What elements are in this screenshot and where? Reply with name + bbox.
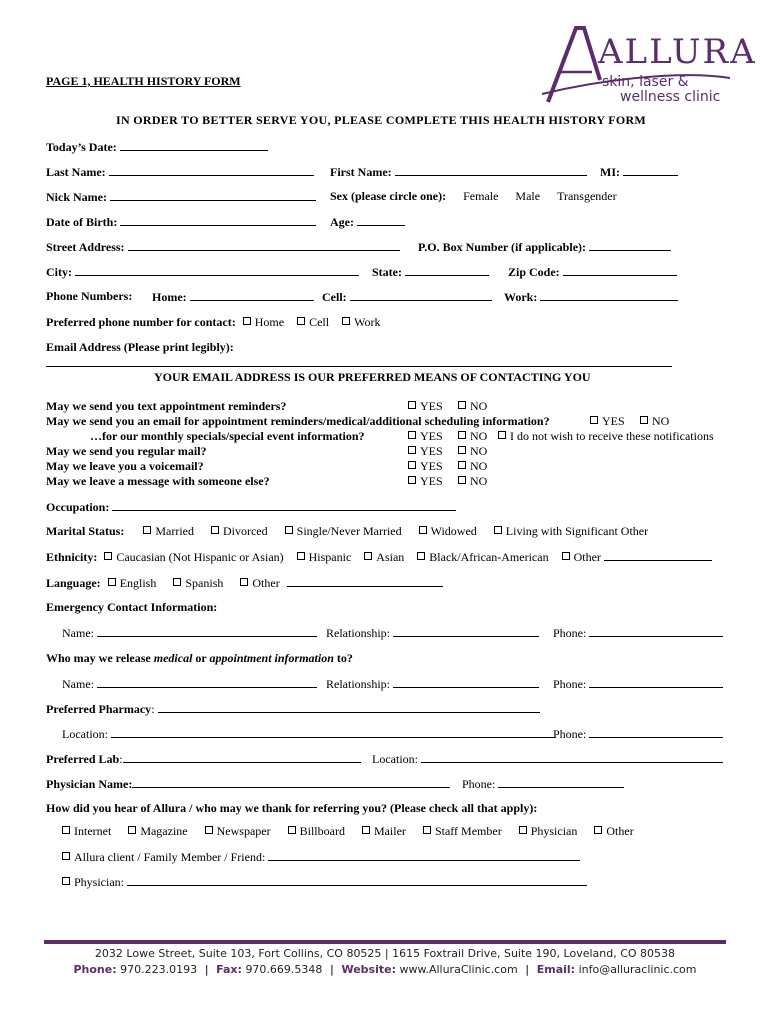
sex-field [330, 189, 617, 204]
ethnicity-other-option[interactable] [562, 550, 601, 564]
zip-field [508, 264, 677, 280]
work-phone-label: Work: [504, 290, 538, 304]
footer-separator: | [204, 963, 209, 976]
physician-phone-label: Phone: [462, 777, 496, 791]
todays-date-field [46, 139, 268, 155]
pharmacy-phone-label: Phone: [553, 727, 587, 741]
pharmacy-phone-field [553, 726, 723, 742]
email-label: Email Address (Please print legibly): [46, 340, 234, 354]
option-label: Internet [74, 824, 112, 838]
allura-logo [540, 22, 757, 112]
emergency-phone-label: Phone: [553, 626, 587, 640]
checkbox-icon [297, 317, 305, 325]
street-field [46, 239, 400, 255]
first-name-input[interactable] [395, 164, 587, 176]
referral-client-input[interactable] [268, 849, 580, 861]
option-label: Single/Never Married [296, 524, 402, 538]
footer-fax: 970.669.5348 [245, 963, 323, 976]
ethnicity-option[interactable] [104, 550, 283, 564]
work-phone-field [504, 289, 678, 305]
checkbox-icon [240, 578, 248, 586]
age-input[interactable] [357, 214, 405, 226]
option-label: Caucasian (Not Hispanic or Asian) [116, 550, 284, 564]
option-label: NO [470, 474, 488, 488]
checkbox-icon [458, 401, 466, 409]
checkbox-icon [494, 526, 502, 534]
cell-phone-field [322, 289, 492, 305]
release-name-field [62, 676, 317, 692]
work-phone-input[interactable] [540, 289, 678, 301]
checkbox-icon [128, 826, 136, 834]
option-label: Asian [376, 550, 405, 564]
last-name-input[interactable] [109, 164, 314, 176]
referral-physician-label: Physician: [74, 875, 124, 889]
po-box-input[interactable] [589, 239, 671, 251]
po-box-field [418, 239, 671, 255]
cell-phone-label: Cell: [322, 290, 347, 304]
release-name-input[interactable] [97, 676, 317, 688]
ethnicity-option[interactable] [297, 550, 352, 564]
release-post: to? [333, 651, 353, 665]
lab-location-input[interactable] [421, 751, 723, 763]
referral-option[interactable] [288, 824, 345, 838]
pharmacy-label: Preferred Pharmacy [46, 702, 152, 716]
emergency-relationship-field [326, 625, 539, 641]
checkbox-icon [173, 578, 181, 586]
question-no-option[interactable] [640, 414, 669, 429]
checkbox-icon[interactable] [62, 877, 70, 885]
language-field [46, 575, 443, 591]
cell-phone-input[interactable] [350, 289, 492, 301]
preferred-phone-label: Preferred phone number for contact: [46, 315, 236, 329]
checkbox-icon [423, 826, 431, 834]
marital-status-label: Marital Status: [46, 524, 125, 538]
lab-field [46, 751, 361, 767]
referral-option[interactable] [128, 824, 187, 838]
marital-option[interactable] [494, 524, 648, 538]
preferred-work-option[interactable] [342, 315, 380, 329]
emergency-phone-input[interactable] [589, 625, 723, 637]
ethnicity-option[interactable] [417, 550, 548, 564]
physician-label: Physician Name: [46, 777, 133, 791]
referral-options [62, 824, 634, 839]
release-appointment: appointment information [209, 651, 334, 665]
question-yes-option[interactable] [408, 474, 443, 489]
footer-contact [0, 963, 770, 976]
ethnicity-option[interactable] [364, 550, 404, 564]
home-phone-field [152, 289, 314, 305]
option-label: Newspaper [216, 824, 271, 838]
checkbox-icon [458, 476, 466, 484]
pharmacy-location-label: Location: [62, 727, 108, 741]
question-text: May we send you an email for appointment reminders/medical/additional scheduling information? [46, 414, 550, 428]
option-label: Other [573, 550, 601, 564]
option-label: Mailer [373, 824, 406, 838]
question-yes-option[interactable] [408, 459, 443, 474]
logo-subtitle-1: skin, laser & [602, 74, 689, 90]
ethnicity-other-input[interactable] [604, 549, 712, 561]
checkbox-icon [297, 552, 305, 560]
checkbox-icon [498, 431, 506, 439]
checkbox-icon [362, 826, 370, 834]
referral-physician-field [62, 874, 587, 890]
checkbox-icon [519, 826, 527, 834]
release-medical: medical [153, 651, 193, 665]
footer-separator: | [525, 963, 530, 976]
city-input[interactable] [75, 264, 359, 276]
emergency-name-label: Name: [62, 626, 94, 640]
checkbox-icon[interactable] [62, 852, 70, 860]
pharmacy-location-field [62, 726, 555, 742]
language-label: Language: [46, 576, 101, 590]
pharmacy-field [46, 701, 540, 717]
footer-email[interactable]: info@alluraclinic.com [578, 963, 697, 976]
zip-label: Zip Code: [508, 265, 560, 279]
pharmacy-colon: : [151, 702, 155, 716]
footer-website[interactable]: www.AlluraClinic.com [399, 963, 518, 976]
release-relationship-label: Relationship: [326, 677, 390, 691]
emergency-name-field [62, 625, 317, 641]
option-label: Married [155, 524, 194, 538]
occupation-field [46, 499, 456, 515]
checkbox-icon [285, 526, 293, 534]
option-label: I do not wish to receive these notifications [510, 429, 714, 443]
dob-input[interactable] [120, 214, 316, 226]
footer-fax-label: Fax: [216, 963, 242, 976]
footer-phone-label: Phone: [73, 963, 117, 976]
checkbox-icon [342, 317, 350, 325]
state-input[interactable] [405, 264, 489, 276]
language-option[interactable] [173, 576, 223, 590]
option-label: NO [470, 399, 488, 413]
question-no-option[interactable] [458, 444, 487, 459]
option-label: Living with Significant Other [505, 524, 649, 538]
question-no-option[interactable] [458, 399, 487, 414]
preferred-home-option[interactable] [243, 315, 284, 329]
referral-client-label: Allura client / Family Member / Friend: [74, 850, 266, 864]
question-text: …for our monthly specials/special event information? [90, 429, 365, 443]
footer-website-label: Website: [341, 963, 396, 976]
age-field [330, 214, 405, 230]
question-no-option[interactable] [458, 429, 487, 444]
age-label: Age: [330, 215, 354, 229]
release-name-label: Name: [62, 677, 94, 691]
logo-subtitle-2: wellness clinic [620, 89, 721, 105]
sex-option-transgender[interactable]: Transgender [557, 189, 617, 203]
option-label: Divorced [222, 524, 268, 538]
lab-input[interactable] [123, 751, 361, 763]
option-label: NO [470, 459, 488, 473]
option-label: Physician [530, 824, 578, 838]
checkbox-icon [408, 476, 416, 484]
question-text: May we send you text appointment reminders? [46, 399, 287, 413]
city-field [46, 264, 359, 280]
first-name-field [330, 164, 587, 180]
po-box-label: P.O. Box Number (if applicable): [418, 240, 587, 254]
language-other-input[interactable] [287, 575, 443, 587]
option-label: Staff Member [434, 824, 502, 838]
option-label: Billboard [299, 824, 345, 838]
checkbox-icon [108, 578, 116, 586]
pharmacy-phone-input[interactable] [589, 726, 723, 738]
release-relationship-input[interactable] [393, 676, 539, 688]
question-yes-option[interactable] [408, 399, 443, 414]
checkbox-icon [458, 461, 466, 469]
sex-option-female[interactable]: Female [463, 189, 499, 203]
question-yes-option[interactable] [590, 414, 625, 429]
intro-heading: IN ORDER TO BETTER SERVE YOU, PLEASE COMPLETE THIS HEALTH HISTORY FORM [116, 113, 647, 127]
dob-label: Date of Birth: [46, 215, 118, 229]
question-yes-option[interactable] [408, 444, 443, 459]
checkbox-icon [408, 461, 416, 469]
last-name-label: Last Name: [46, 165, 106, 179]
checkbox-icon [562, 552, 570, 560]
mi-label: MI: [600, 165, 620, 179]
checkbox-icon [205, 826, 213, 834]
preferred-phone-field [46, 315, 380, 330]
ethnicity-field [46, 549, 712, 565]
language-option[interactable] [108, 576, 157, 590]
sex-label: Sex (please circle one): [330, 189, 447, 203]
referral-heading: How did you hear of Allura / who may we thank for referring you? (Please check all that apply): [46, 801, 538, 815]
dob-field [46, 214, 316, 230]
physician-field [46, 776, 450, 792]
release-or: or [192, 651, 210, 665]
release-phone-input[interactable] [589, 676, 723, 688]
marital-option[interactable] [419, 524, 477, 538]
option-label: Magazine [140, 824, 188, 838]
checkbox-icon [211, 526, 219, 534]
marital-status-field [46, 524, 648, 539]
checkbox-icon [408, 446, 416, 454]
release-heading [46, 651, 353, 666]
option-label: Other [606, 824, 634, 838]
question-text: May we send you regular mail? [46, 444, 207, 458]
pharmacy-location-input[interactable] [111, 726, 555, 738]
checkbox-icon [408, 401, 416, 409]
emergency-relationship-input[interactable] [393, 625, 539, 637]
option-label: Other [252, 576, 280, 590]
option-label: Work [354, 315, 381, 329]
phone-numbers-label: Phone Numbers: [46, 289, 133, 303]
checkbox-icon [143, 526, 151, 534]
question-no-option[interactable] [458, 474, 487, 489]
state-field [372, 264, 489, 280]
zip-input[interactable] [563, 264, 677, 276]
last-name-field [46, 164, 314, 180]
todays-date-label: Today’s Date: [46, 140, 117, 154]
ethnicity-label: Ethnicity: [46, 550, 98, 564]
checkbox-icon [458, 431, 466, 439]
home-phone-label: Home: [152, 290, 187, 304]
checkbox-icon [288, 826, 296, 834]
mi-field [600, 164, 678, 180]
option-label: English [119, 576, 157, 590]
referral-option[interactable] [519, 824, 578, 838]
question-opt-out-option[interactable] [498, 429, 714, 444]
checkbox-icon [419, 526, 427, 534]
footer-addresses: 2032 Lowe Street, Suite 103, Fort Collins, CO 80525 | 1615 Foxtrail Drive, Suite 190, Loveland, CO 80538 [94, 947, 676, 960]
release-relationship-field [326, 676, 539, 692]
mi-input[interactable] [623, 164, 678, 176]
lab-colon: : [119, 752, 123, 766]
footer-divider [44, 940, 726, 944]
street-label: Street Address: [46, 240, 125, 254]
lab-label: Preferred Lab [46, 752, 120, 766]
physician-phone-field [462, 776, 624, 792]
checkbox-icon [62, 826, 70, 834]
checkbox-icon [408, 431, 416, 439]
page-title: PAGE 1, HEALTH HISTORY FORM [46, 74, 241, 88]
option-label: YES [420, 459, 443, 473]
checkbox-icon [458, 446, 466, 454]
marital-option[interactable] [285, 524, 402, 538]
state-label: State: [372, 265, 402, 279]
release-phone-label: Phone: [553, 677, 587, 691]
referral-option[interactable] [423, 824, 502, 838]
referral-option[interactable] [362, 824, 406, 838]
option-label: Home [254, 315, 285, 329]
occupation-label: Occupation: [46, 500, 110, 514]
referral-option[interactable] [62, 824, 111, 838]
option-label: Black/African-American [429, 550, 549, 564]
emergency-contact-heading: Emergency Contact Information: [46, 600, 218, 614]
city-label: City: [46, 265, 72, 279]
option-label: NO [470, 444, 488, 458]
checkbox-icon [417, 552, 425, 560]
checkbox-icon [243, 317, 251, 325]
checkbox-icon [104, 552, 112, 560]
emergency-name-input[interactable] [97, 625, 317, 637]
question-text: May we leave you a voicemail? [46, 459, 204, 473]
footer-email-label: Email: [536, 963, 576, 976]
pharmacy-input[interactable] [158, 701, 540, 713]
option-label: Spanish [185, 576, 224, 590]
question-text: May we leave a message with someone else? [46, 474, 270, 488]
checkbox-icon [590, 416, 598, 424]
release-phone-field [553, 676, 723, 692]
option-label: Widowed [430, 524, 477, 538]
question-no-option[interactable] [458, 459, 487, 474]
physician-input[interactable] [132, 776, 450, 788]
option-label: Hispanic [308, 550, 352, 564]
language-other-option[interactable] [240, 576, 279, 590]
option-label: YES [420, 429, 443, 443]
email-input-line[interactable] [46, 366, 672, 367]
option-label: YES [420, 444, 443, 458]
referral-option[interactable] [594, 824, 633, 838]
option-label: YES [420, 399, 443, 413]
physician-phone-input[interactable] [498, 776, 624, 788]
logo-name: ALLURA [598, 32, 757, 72]
sex-option-male[interactable]: Male [515, 189, 541, 203]
nick-name-input[interactable] [110, 189, 316, 201]
option-label: NO [652, 414, 670, 428]
email-note: YOUR EMAIL ADDRESS IS OUR PREFERRED MEANS OF CONTACTING YOU [154, 370, 591, 384]
nick-name-field [46, 189, 316, 205]
referral-option[interactable] [205, 824, 271, 838]
question-yes-option[interactable] [408, 429, 443, 444]
option-label: YES [602, 414, 625, 428]
referral-client-field [62, 849, 580, 865]
todays-date-input[interactable] [120, 139, 268, 151]
lab-location-field [372, 751, 723, 767]
footer-phone: 970.223.0193 [120, 963, 198, 976]
option-label: Cell [309, 315, 330, 329]
nick-name-label: Nick Name: [46, 190, 107, 204]
first-name-label: First Name: [330, 165, 392, 179]
release-text: Who may we release [46, 651, 154, 665]
emergency-relationship-label: Relationship: [326, 626, 390, 640]
checkbox-icon [640, 416, 648, 424]
checkbox-icon [594, 826, 602, 834]
preferred-cell-option[interactable] [297, 315, 329, 329]
street-input[interactable] [128, 239, 400, 251]
marital-option[interactable] [143, 524, 194, 538]
referral-physician-input[interactable] [127, 874, 587, 886]
footer-separator: | [329, 963, 334, 976]
emergency-phone-field [553, 625, 723, 641]
option-label: NO [470, 429, 488, 443]
marital-option[interactable] [211, 524, 268, 538]
occupation-input[interactable] [112, 499, 456, 511]
home-phone-input[interactable] [190, 289, 314, 301]
lab-location-label: Location: [372, 752, 418, 766]
checkbox-icon [364, 552, 372, 560]
option-label: YES [420, 474, 443, 488]
